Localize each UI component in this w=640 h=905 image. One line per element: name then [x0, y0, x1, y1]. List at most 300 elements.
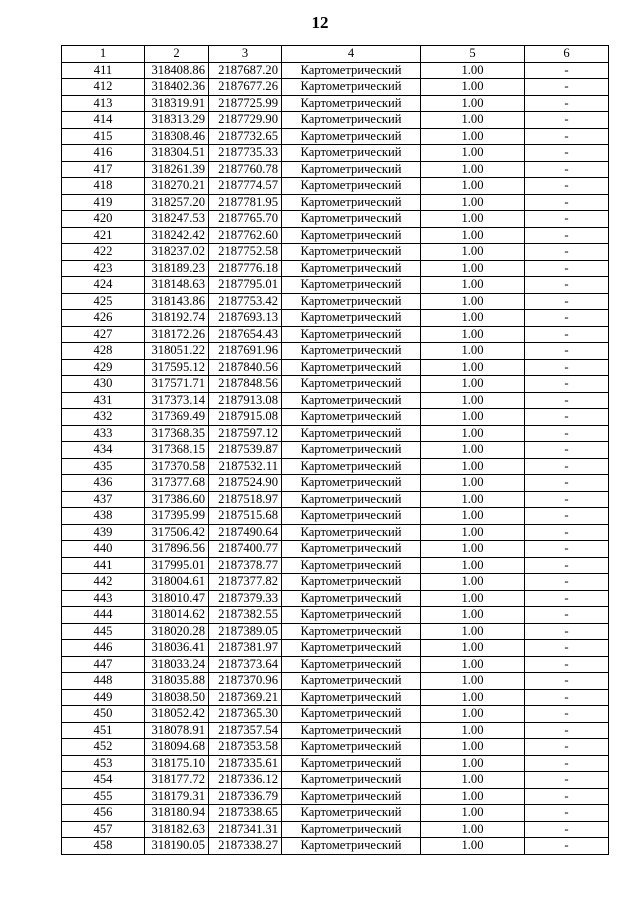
method-cell: Картометрический	[282, 590, 421, 607]
table-row	[62, 293, 609, 310]
accuracy-cell: 1.00	[421, 293, 525, 310]
x-coordinate-cell: 317595.12	[145, 359, 209, 376]
y-coordinate-cell: 2187693.13	[209, 310, 282, 327]
x-coordinate-cell: 318014.62	[145, 607, 209, 624]
y-coordinate-cell: 2187795.01	[209, 277, 282, 294]
point-number-cell: 436	[62, 475, 145, 492]
y-coordinate-cell: 2187490.64	[209, 524, 282, 541]
note-cell: -	[525, 673, 609, 690]
x-coordinate-cell: 318172.26	[145, 326, 209, 343]
table-row	[62, 62, 609, 79]
point-number-cell: 422	[62, 244, 145, 261]
note-cell: -	[525, 260, 609, 277]
accuracy-cell: 1.00	[421, 227, 525, 244]
y-coordinate-cell: 2187382.55	[209, 607, 282, 624]
point-number-cell: 452	[62, 739, 145, 756]
point-number-cell: 431	[62, 392, 145, 409]
y-coordinate-cell: 2187336.79	[209, 788, 282, 805]
note-cell: -	[525, 640, 609, 657]
point-number-cell: 438	[62, 508, 145, 525]
point-number-cell: 444	[62, 607, 145, 624]
table-row	[62, 244, 609, 261]
method-cell: Картометрический	[282, 95, 421, 112]
note-cell: -	[525, 409, 609, 426]
point-number-cell: 426	[62, 310, 145, 327]
point-number-cell: 440	[62, 541, 145, 558]
table-row	[62, 557, 609, 574]
point-number-cell: 454	[62, 772, 145, 789]
y-coordinate-cell: 2187915.08	[209, 409, 282, 426]
y-coordinate-cell: 2187515.68	[209, 508, 282, 525]
accuracy-cell: 1.00	[421, 475, 525, 492]
note-cell: -	[525, 293, 609, 310]
x-coordinate-cell: 318189.23	[145, 260, 209, 277]
note-cell: -	[525, 541, 609, 558]
y-coordinate-cell: 2187752.58	[209, 244, 282, 261]
method-cell: Картометрический	[282, 557, 421, 574]
accuracy-cell: 1.00	[421, 574, 525, 591]
table-row	[62, 343, 609, 360]
point-number-cell: 457	[62, 821, 145, 838]
x-coordinate-cell: 318270.21	[145, 178, 209, 195]
note-cell: -	[525, 656, 609, 673]
x-coordinate-cell: 317386.60	[145, 491, 209, 508]
note-cell: -	[525, 244, 609, 261]
point-number-cell: 445	[62, 623, 145, 640]
table-row	[62, 128, 609, 145]
accuracy-cell: 1.00	[421, 706, 525, 723]
note-cell: -	[525, 788, 609, 805]
table-row	[62, 590, 609, 607]
point-number-cell: 439	[62, 524, 145, 541]
x-coordinate-cell: 318304.51	[145, 145, 209, 162]
page-number: 12	[311, 13, 329, 32]
point-number-cell: 424	[62, 277, 145, 294]
x-coordinate-cell: 317995.01	[145, 557, 209, 574]
method-cell: Картометрический	[282, 376, 421, 393]
column-header-4: 4	[282, 46, 421, 63]
x-coordinate-cell: 317896.56	[145, 541, 209, 558]
table-row	[62, 772, 609, 789]
x-coordinate-cell: 318247.53	[145, 211, 209, 228]
y-coordinate-cell: 2187765.70	[209, 211, 282, 228]
table-row	[62, 211, 609, 228]
x-coordinate-cell: 318010.47	[145, 590, 209, 607]
accuracy-cell: 1.00	[421, 211, 525, 228]
note-cell: -	[525, 376, 609, 393]
accuracy-cell: 1.00	[421, 722, 525, 739]
point-number-cell: 415	[62, 128, 145, 145]
point-number-cell: 458	[62, 838, 145, 855]
point-number-cell: 413	[62, 95, 145, 112]
x-coordinate-cell: 318237.02	[145, 244, 209, 261]
x-coordinate-cell: 318182.63	[145, 821, 209, 838]
y-coordinate-cell: 2187732.65	[209, 128, 282, 145]
method-cell: Картометрический	[282, 277, 421, 294]
accuracy-cell: 1.00	[421, 128, 525, 145]
table-row	[62, 145, 609, 162]
note-cell: -	[525, 277, 609, 294]
y-coordinate-cell: 2187781.95	[209, 194, 282, 211]
x-coordinate-cell: 318177.72	[145, 772, 209, 789]
y-coordinate-cell: 2187774.57	[209, 178, 282, 195]
method-cell: Картометрический	[282, 310, 421, 327]
point-number-cell: 442	[62, 574, 145, 591]
method-cell: Картометрический	[282, 112, 421, 129]
accuracy-cell: 1.00	[421, 739, 525, 756]
y-coordinate-cell: 2187597.12	[209, 425, 282, 442]
table-row	[62, 722, 609, 739]
point-number-cell: 433	[62, 425, 145, 442]
y-coordinate-cell: 2187341.31	[209, 821, 282, 838]
table-row	[62, 739, 609, 756]
y-coordinate-cell: 2187336.12	[209, 772, 282, 789]
column-header-1: 1	[62, 46, 145, 63]
y-coordinate-cell: 2187338.65	[209, 805, 282, 822]
point-number-cell: 451	[62, 722, 145, 739]
table-row	[62, 227, 609, 244]
accuracy-cell: 1.00	[421, 95, 525, 112]
method-cell: Картометрический	[282, 425, 421, 442]
method-cell: Картометрический	[282, 524, 421, 541]
point-number-cell: 423	[62, 260, 145, 277]
point-number-cell: 412	[62, 79, 145, 96]
note-cell: -	[525, 623, 609, 640]
method-cell: Картометрический	[282, 392, 421, 409]
y-coordinate-cell: 2187357.54	[209, 722, 282, 739]
point-number-cell: 419	[62, 194, 145, 211]
table-row	[62, 425, 609, 442]
method-cell: Картометрический	[282, 79, 421, 96]
accuracy-cell: 1.00	[421, 623, 525, 640]
point-number-cell: 437	[62, 491, 145, 508]
x-coordinate-cell: 317370.58	[145, 458, 209, 475]
table-row	[62, 409, 609, 426]
point-number-cell: 435	[62, 458, 145, 475]
table-row	[62, 805, 609, 822]
point-number-cell: 418	[62, 178, 145, 195]
y-coordinate-cell: 2187377.82	[209, 574, 282, 591]
point-number-cell: 428	[62, 343, 145, 360]
y-coordinate-cell: 2187725.99	[209, 95, 282, 112]
note-cell: -	[525, 475, 609, 492]
x-coordinate-cell: 318192.74	[145, 310, 209, 327]
x-coordinate-cell: 318038.50	[145, 689, 209, 706]
x-coordinate-cell: 318180.94	[145, 805, 209, 822]
note-cell: -	[525, 425, 609, 442]
table-row	[62, 178, 609, 195]
method-cell: Картометрический	[282, 689, 421, 706]
accuracy-cell: 1.00	[421, 442, 525, 459]
method-cell: Картометрический	[282, 805, 421, 822]
accuracy-cell: 1.00	[421, 541, 525, 558]
y-coordinate-cell: 2187753.42	[209, 293, 282, 310]
x-coordinate-cell: 318179.31	[145, 788, 209, 805]
accuracy-cell: 1.00	[421, 359, 525, 376]
x-coordinate-cell: 317368.15	[145, 442, 209, 459]
method-cell: Картометрический	[282, 62, 421, 79]
table-row	[62, 788, 609, 805]
accuracy-cell: 1.00	[421, 310, 525, 327]
note-cell: -	[525, 194, 609, 211]
accuracy-cell: 1.00	[421, 508, 525, 525]
method-cell: Картометрический	[282, 293, 421, 310]
note-cell: -	[525, 689, 609, 706]
table-row	[62, 260, 609, 277]
table-row	[62, 656, 609, 673]
accuracy-cell: 1.00	[421, 161, 525, 178]
y-coordinate-cell: 2187677.26	[209, 79, 282, 96]
table-row	[62, 689, 609, 706]
accuracy-cell: 1.00	[421, 821, 525, 838]
accuracy-cell: 1.00	[421, 838, 525, 855]
method-cell: Картометрический	[282, 128, 421, 145]
point-number-cell: 432	[62, 409, 145, 426]
accuracy-cell: 1.00	[421, 79, 525, 96]
y-coordinate-cell: 2187379.33	[209, 590, 282, 607]
accuracy-cell: 1.00	[421, 145, 525, 162]
table-row	[62, 574, 609, 591]
table-row	[62, 541, 609, 558]
accuracy-cell: 1.00	[421, 524, 525, 541]
x-coordinate-cell: 317395.99	[145, 508, 209, 525]
note-cell: -	[525, 821, 609, 838]
table-row	[62, 376, 609, 393]
x-coordinate-cell: 318143.86	[145, 293, 209, 310]
method-cell: Картометрический	[282, 656, 421, 673]
accuracy-cell: 1.00	[421, 392, 525, 409]
point-number-cell: 420	[62, 211, 145, 228]
note-cell: -	[525, 706, 609, 723]
y-coordinate-cell: 2187760.78	[209, 161, 282, 178]
accuracy-cell: 1.00	[421, 673, 525, 690]
method-cell: Картометрический	[282, 442, 421, 459]
accuracy-cell: 1.00	[421, 788, 525, 805]
column-header-6: 6	[525, 46, 609, 63]
x-coordinate-cell: 318261.39	[145, 161, 209, 178]
accuracy-cell: 1.00	[421, 640, 525, 657]
y-coordinate-cell: 2187389.05	[209, 623, 282, 640]
note-cell: -	[525, 508, 609, 525]
accuracy-cell: 1.00	[421, 260, 525, 277]
x-coordinate-cell: 318319.91	[145, 95, 209, 112]
method-cell: Картометрический	[282, 458, 421, 475]
y-coordinate-cell: 2187381.97	[209, 640, 282, 657]
note-cell: -	[525, 211, 609, 228]
point-number-cell: 416	[62, 145, 145, 162]
table-row	[62, 95, 609, 112]
y-coordinate-cell: 2187365.30	[209, 706, 282, 723]
note-cell: -	[525, 145, 609, 162]
method-cell: Картометрический	[282, 673, 421, 690]
y-coordinate-cell: 2187532.11	[209, 458, 282, 475]
accuracy-cell: 1.00	[421, 178, 525, 195]
method-cell: Картометрический	[282, 706, 421, 723]
x-coordinate-cell: 318257.20	[145, 194, 209, 211]
note-cell: -	[525, 343, 609, 360]
x-coordinate-cell: 317377.68	[145, 475, 209, 492]
point-number-cell: 429	[62, 359, 145, 376]
note-cell: -	[525, 574, 609, 591]
y-coordinate-cell: 2187848.56	[209, 376, 282, 393]
x-coordinate-cell: 317373.14	[145, 392, 209, 409]
point-number-cell: 421	[62, 227, 145, 244]
accuracy-cell: 1.00	[421, 458, 525, 475]
point-number-cell: 455	[62, 788, 145, 805]
accuracy-cell: 1.00	[421, 326, 525, 343]
note-cell: -	[525, 838, 609, 855]
accuracy-cell: 1.00	[421, 277, 525, 294]
accuracy-cell: 1.00	[421, 409, 525, 426]
y-coordinate-cell: 2187373.64	[209, 656, 282, 673]
accuracy-cell: 1.00	[421, 112, 525, 129]
method-cell: Картометрический	[282, 178, 421, 195]
table-row	[62, 821, 609, 838]
method-cell: Картометрический	[282, 359, 421, 376]
accuracy-cell: 1.00	[421, 772, 525, 789]
accuracy-cell: 1.00	[421, 689, 525, 706]
note-cell: -	[525, 722, 609, 739]
accuracy-cell: 1.00	[421, 590, 525, 607]
method-cell: Картометрический	[282, 227, 421, 244]
x-coordinate-cell: 318004.61	[145, 574, 209, 591]
table-row	[62, 326, 609, 343]
table-row	[62, 755, 609, 772]
method-cell: Картометрический	[282, 574, 421, 591]
y-coordinate-cell: 2187762.60	[209, 227, 282, 244]
accuracy-cell: 1.00	[421, 425, 525, 442]
note-cell: -	[525, 739, 609, 756]
table-row	[62, 310, 609, 327]
method-cell: Картометрический	[282, 607, 421, 624]
accuracy-cell: 1.00	[421, 755, 525, 772]
method-cell: Картометрический	[282, 508, 421, 525]
x-coordinate-cell: 318033.24	[145, 656, 209, 673]
note-cell: -	[525, 79, 609, 96]
table-row	[62, 112, 609, 129]
table-row	[62, 524, 609, 541]
table-row	[62, 194, 609, 211]
column-header-5: 5	[421, 46, 525, 63]
x-coordinate-cell: 318020.28	[145, 623, 209, 640]
x-coordinate-cell: 318402.36	[145, 79, 209, 96]
method-cell: Картометрический	[282, 722, 421, 739]
note-cell: -	[525, 62, 609, 79]
y-coordinate-cell: 2187539.87	[209, 442, 282, 459]
method-cell: Картометрический	[282, 145, 421, 162]
table-row	[62, 458, 609, 475]
point-number-cell: 425	[62, 293, 145, 310]
note-cell: -	[525, 458, 609, 475]
x-coordinate-cell: 318308.46	[145, 128, 209, 145]
table-row	[62, 277, 609, 294]
x-coordinate-cell: 318052.42	[145, 706, 209, 723]
note-cell: -	[525, 310, 609, 327]
x-coordinate-cell: 318148.63	[145, 277, 209, 294]
point-number-cell: 448	[62, 673, 145, 690]
method-cell: Картометрический	[282, 475, 421, 492]
point-number-cell: 434	[62, 442, 145, 459]
y-coordinate-cell: 2187378.77	[209, 557, 282, 574]
column-header-3: 3	[209, 46, 282, 63]
note-cell: -	[525, 112, 609, 129]
method-cell: Картометрический	[282, 244, 421, 261]
note-cell: -	[525, 805, 609, 822]
method-cell: Картометрический	[282, 788, 421, 805]
table-row	[62, 359, 609, 376]
x-coordinate-cell: 318078.91	[145, 722, 209, 739]
method-cell: Картометрический	[282, 161, 421, 178]
table-row	[62, 640, 609, 657]
method-cell: Картометрический	[282, 491, 421, 508]
x-coordinate-cell: 318175.10	[145, 755, 209, 772]
y-coordinate-cell: 2187518.97	[209, 491, 282, 508]
point-number-cell: 427	[62, 326, 145, 343]
y-coordinate-cell: 2187338.27	[209, 838, 282, 855]
header-row	[62, 46, 609, 63]
accuracy-cell: 1.00	[421, 62, 525, 79]
point-number-cell: 411	[62, 62, 145, 79]
accuracy-cell: 1.00	[421, 194, 525, 211]
note-cell: -	[525, 95, 609, 112]
x-coordinate-cell: 318242.42	[145, 227, 209, 244]
table-row	[62, 706, 609, 723]
note-cell: -	[525, 442, 609, 459]
method-cell: Картометрический	[282, 260, 421, 277]
point-number-cell: 446	[62, 640, 145, 657]
point-number-cell: 443	[62, 590, 145, 607]
y-coordinate-cell: 2187687.20	[209, 62, 282, 79]
x-coordinate-cell: 318408.86	[145, 62, 209, 79]
y-coordinate-cell: 2187729.90	[209, 112, 282, 129]
method-cell: Картометрический	[282, 821, 421, 838]
note-cell: -	[525, 161, 609, 178]
table-row	[62, 475, 609, 492]
x-coordinate-cell: 317369.49	[145, 409, 209, 426]
accuracy-cell: 1.00	[421, 244, 525, 261]
point-number-cell: 453	[62, 755, 145, 772]
x-coordinate-cell: 318051.22	[145, 343, 209, 360]
column-header-2: 2	[145, 46, 209, 63]
note-cell: -	[525, 359, 609, 376]
x-coordinate-cell: 317368.35	[145, 425, 209, 442]
accuracy-cell: 1.00	[421, 491, 525, 508]
note-cell: -	[525, 772, 609, 789]
accuracy-cell: 1.00	[421, 376, 525, 393]
note-cell: -	[525, 178, 609, 195]
x-coordinate-cell: 318190.05	[145, 838, 209, 855]
x-coordinate-cell: 318094.68	[145, 739, 209, 756]
method-cell: Картометрический	[282, 838, 421, 855]
point-number-cell: 430	[62, 376, 145, 393]
accuracy-cell: 1.00	[421, 607, 525, 624]
table-row	[62, 623, 609, 640]
x-coordinate-cell: 317571.71	[145, 376, 209, 393]
note-cell: -	[525, 227, 609, 244]
point-number-cell: 414	[62, 112, 145, 129]
y-coordinate-cell: 2187335.61	[209, 755, 282, 772]
accuracy-cell: 1.00	[421, 557, 525, 574]
accuracy-cell: 1.00	[421, 343, 525, 360]
point-number-cell: 417	[62, 161, 145, 178]
table-body	[62, 62, 609, 854]
method-cell: Картометрический	[282, 739, 421, 756]
note-cell: -	[525, 491, 609, 508]
y-coordinate-cell: 2187735.33	[209, 145, 282, 162]
note-cell: -	[525, 557, 609, 574]
method-cell: Картометрический	[282, 326, 421, 343]
point-number-cell: 447	[62, 656, 145, 673]
